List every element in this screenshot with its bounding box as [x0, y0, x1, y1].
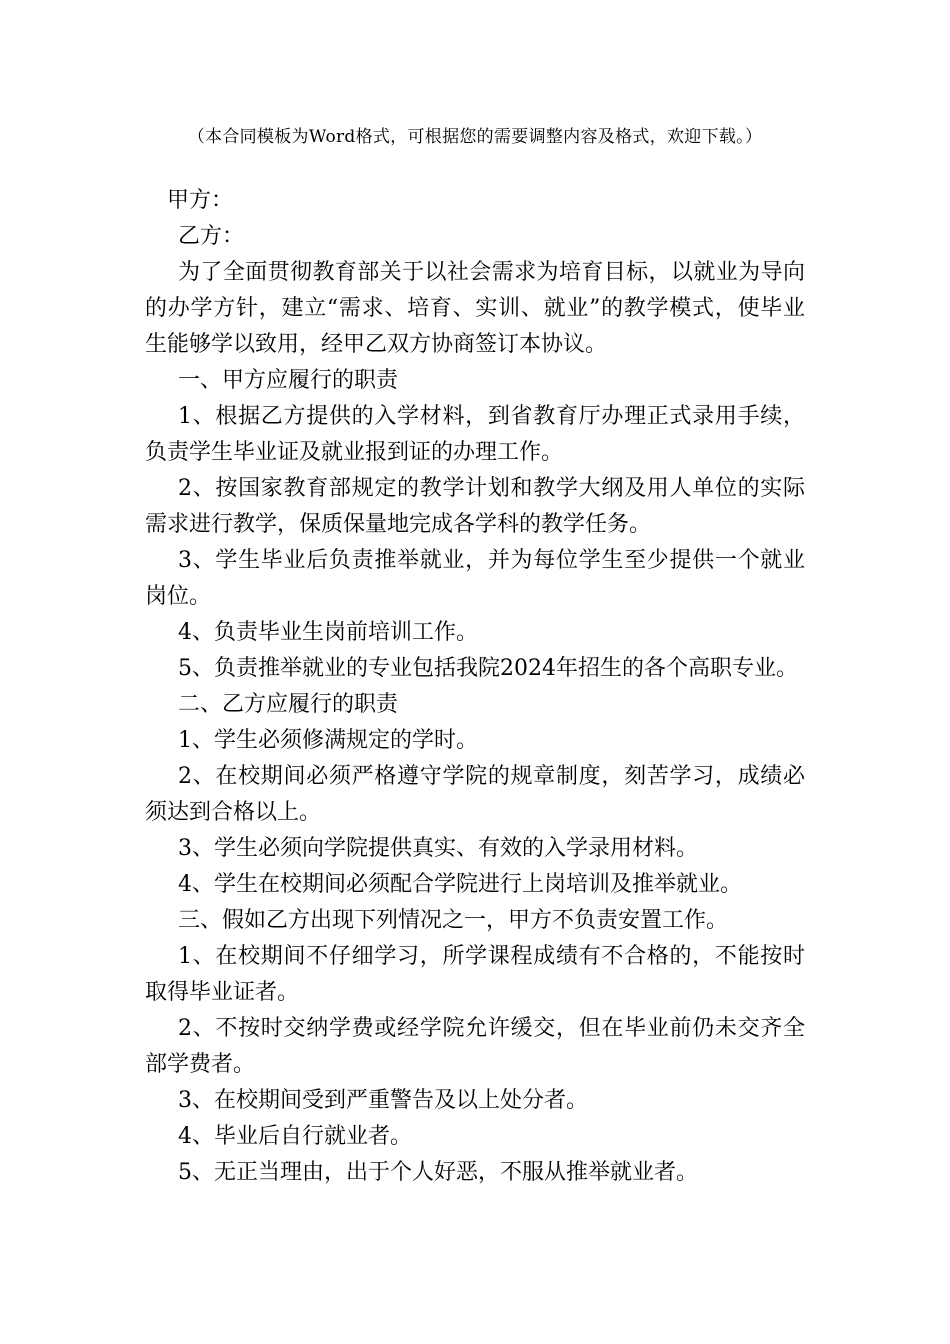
section-item: 5、无正当理由，出于个人好恶，不服从推举就业者。: [178, 1160, 698, 1185]
party-b-label: 乙方：: [178, 224, 245, 249]
intro-paragraph: 为了全面贯彻教育部关于以社会需求为培育目标，以就业为导向的办学方针，建立“需求、培育、实训、就业”的教学模式，使毕业生能够学以致用，经甲乙双方协商签订本协议。: [145, 260, 805, 357]
section-item: 4、负责毕业生岗前培训工作。: [178, 620, 478, 645]
contract-body: [145, 183, 805, 1191]
section-heading: 三、假如乙方出现下列情况之一，甲方不负责安置工作。: [178, 908, 729, 933]
section-item: 2、按国家教育部规定的教学计划和教学大纲及用人单位的实际需求进行教学，保质保量地完成各学科的教学任务。: [145, 476, 805, 537]
section-item: 2、在校期间必须严格遵守学院的规章制度，刻苦学习，成绩必须达到合格以上。: [145, 764, 805, 825]
section-item: 4、毕业后自行就业者。: [178, 1124, 412, 1149]
section-item: 3、学生必须向学院提供真实、有效的入学录用材料。: [178, 836, 698, 861]
section-item: 3、在校期间受到严重警告及以上处分者。: [178, 1088, 588, 1113]
section-item: 5、负责推举就业的专业包括我院2024年招生的各个高职专业。: [178, 656, 798, 681]
template-note: （本合同模板为Word格式，可根据您的需要调整内容及格式，欢迎下载。）: [187, 127, 763, 147]
section-item: 3、学生毕业后负责推举就业，并为每位学生至少提供一个就业岗位。: [145, 548, 805, 609]
section-item: 4、学生在校期间必须配合学院进行上岗培训及推举就业。: [178, 872, 742, 897]
section-item: 1、学生必须修满规定的学时。: [178, 728, 478, 753]
section-heading: 一、甲方应履行的职责: [178, 368, 399, 393]
section-item: 2、不按时交纳学费或经学院允许缓交，但在毕业前仍未交齐全部学费者。: [145, 1016, 805, 1077]
section-heading: 二、乙方应履行的职责: [178, 692, 399, 717]
section-item: 1、根据乙方提供的入学材料，到省教育厅办理正式录用手续，负责学生毕业证及就业报到证的办理工作。: [145, 404, 805, 465]
section-item: 1、在校期间不仔细学习，所学课程成绩有不合格的，不能按时取得毕业证者。: [145, 944, 805, 1005]
party-a-label: 甲方：: [167, 188, 234, 213]
